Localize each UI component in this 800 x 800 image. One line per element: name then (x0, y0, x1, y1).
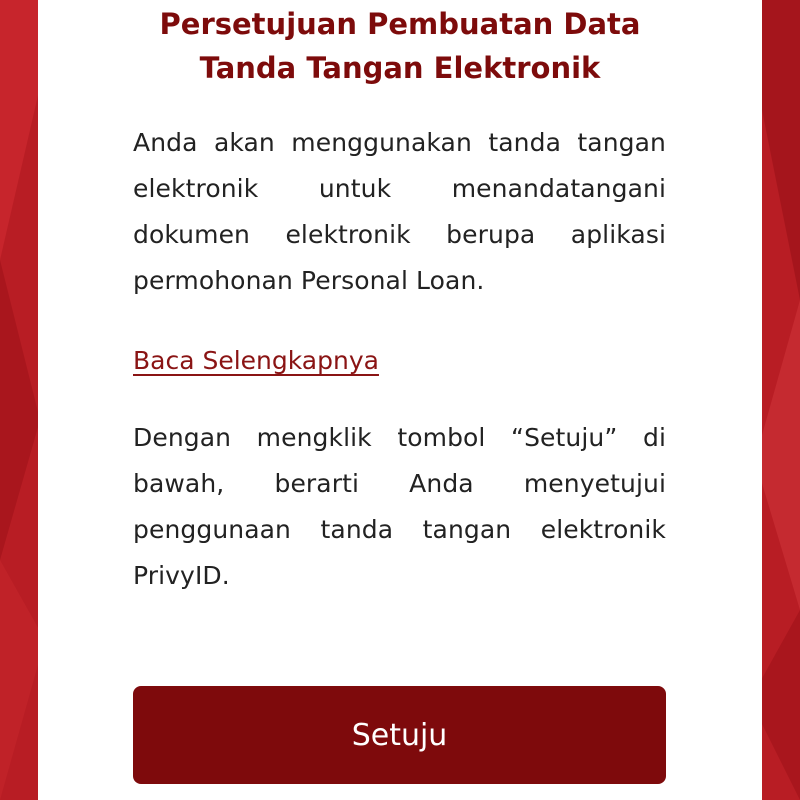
agreement-paragraph: Dengan mengklik tombol “Setuju” di bawah, berarti Anda menyetujui penggunaan tanda tangan elektronik PrivyID. (133, 423, 666, 590)
agree-button[interactable]: Setuju (133, 686, 666, 784)
intro-paragraph: Anda akan menggunakan tanda tangan elektronik untuk menandatangani dokumen elektronik berupa aplikasi permohonan Personal Loan. (133, 128, 666, 295)
consent-card (38, 0, 762, 800)
read-more-link[interactable]: Baca Selengkapnya (133, 346, 379, 375)
title-line-2: Tanda Tangan Elektronik (199, 51, 601, 85)
title-line-1: Persetujuan Pembuatan Data (159, 7, 641, 41)
page-title (38, 2, 762, 90)
